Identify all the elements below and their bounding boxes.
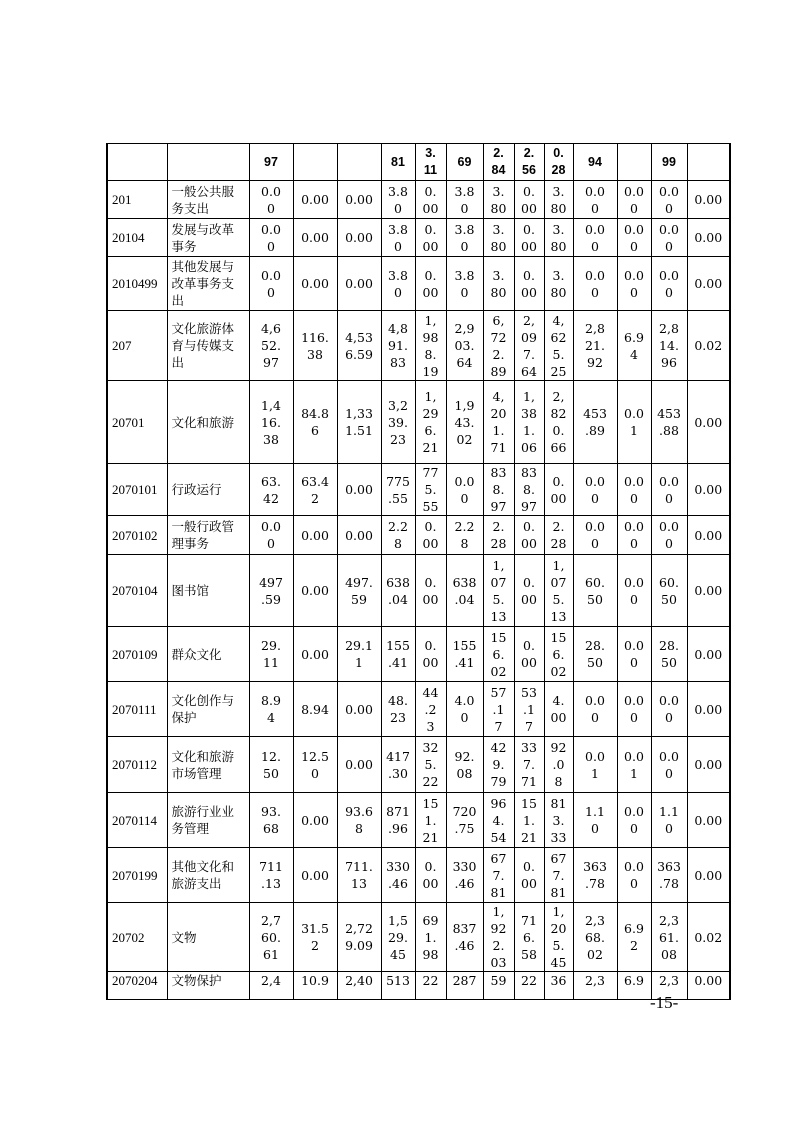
- amount-cell: 28. 50: [573, 627, 617, 682]
- amount-cell: 0.00: [687, 381, 730, 464]
- account-code-cell: 201: [107, 181, 167, 219]
- amount-cell: 0.02: [687, 903, 730, 972]
- amount-cell: 2,3 61. 08: [651, 903, 687, 972]
- amount-cell: 4.0 0: [446, 682, 483, 737]
- amount-cell: 22: [514, 972, 544, 1000]
- amount-cell: 4, 20 1. 71: [483, 381, 514, 464]
- amount-cell: 871 .96: [381, 793, 415, 848]
- table-row: [107, 627, 730, 682]
- amount-cell: 0.00: [687, 219, 730, 257]
- amount-cell: 0.0 0: [617, 516, 651, 555]
- amount-cell: 3.8 0: [381, 181, 415, 219]
- amount-cell: 2,8 14. 96: [651, 311, 687, 381]
- amount-cell: 2,3 68. 02: [573, 903, 617, 972]
- amount-cell: 53 .1 7: [514, 682, 544, 737]
- account-code-cell: 20702: [107, 903, 167, 972]
- amount-cell: 15 6. 02: [544, 627, 573, 682]
- amount-cell: 0.00: [687, 682, 730, 737]
- account-name-cell: 文化创作与 保护: [167, 682, 249, 737]
- amount-cell: 417 .30: [381, 737, 415, 793]
- amount-cell: 29.1 1: [337, 627, 381, 682]
- amount-cell: 3.8 0: [446, 181, 483, 219]
- amount-cell: 0.00: [293, 516, 337, 555]
- account-name-cell: 行政运行: [167, 464, 249, 516]
- header-cell: 97: [249, 144, 293, 181]
- amount-cell: 2,4: [249, 972, 293, 1000]
- account-name-cell: 文物: [167, 903, 249, 972]
- amount-cell: 69 1. 98: [415, 903, 446, 972]
- header-cell: [293, 144, 337, 181]
- amount-cell: 0.0 0: [617, 682, 651, 737]
- amount-cell: 0.00: [337, 464, 381, 516]
- amount-cell: 2,9 03. 64: [446, 311, 483, 381]
- amount-cell: 2.2 8: [446, 516, 483, 555]
- amount-cell: 2. 28: [544, 516, 573, 555]
- amount-cell: 1, 07 5. 13: [483, 555, 514, 627]
- amount-cell: 4. 00: [544, 682, 573, 737]
- amount-cell: 60. 50: [651, 555, 687, 627]
- amount-cell: 3. 80: [544, 219, 573, 257]
- amount-cell: 0. 00: [514, 627, 544, 682]
- header-cell: 94: [573, 144, 617, 181]
- amount-cell: 155 .41: [446, 627, 483, 682]
- amount-cell: 93. 68: [249, 793, 293, 848]
- amount-cell: 363 .78: [651, 848, 687, 903]
- amount-cell: 0.00: [293, 627, 337, 682]
- account-name-cell: 文物保护: [167, 972, 249, 1000]
- amount-cell: 0. 00: [415, 555, 446, 627]
- amount-cell: 0. 00: [514, 555, 544, 627]
- amount-cell: 0.0 0: [249, 257, 293, 311]
- amount-cell: 57 .1 7: [483, 682, 514, 737]
- amount-cell: 3.8 0: [446, 257, 483, 311]
- amount-cell: 0.00: [687, 181, 730, 219]
- account-code-cell: 2070114: [107, 793, 167, 848]
- amount-cell: 0. 00: [514, 181, 544, 219]
- amount-cell: 3,2 39. 23: [381, 381, 415, 464]
- amount-cell: 2,7 60. 61: [249, 903, 293, 972]
- amount-cell: 15 1. 21: [514, 793, 544, 848]
- amount-cell: 60. 50: [573, 555, 617, 627]
- amount-cell: 1,9 43. 02: [446, 381, 483, 464]
- account-name-cell: 旅游行业业 务管理: [167, 793, 249, 848]
- amount-cell: 0.00: [337, 737, 381, 793]
- amount-cell: 1,5 29. 45: [381, 903, 415, 972]
- amount-cell: 3. 80: [483, 257, 514, 311]
- amount-cell: 711. 13: [337, 848, 381, 903]
- table-row: [107, 381, 730, 464]
- amount-cell: 0.00: [687, 555, 730, 627]
- amount-cell: 0.0 0: [651, 516, 687, 555]
- amount-cell: 453 .88: [651, 381, 687, 464]
- amount-cell: 837 .46: [446, 903, 483, 972]
- header-cell: 81: [381, 144, 415, 181]
- amount-cell: 6.9: [617, 972, 651, 1000]
- amount-cell: 0.00: [687, 627, 730, 682]
- amount-cell: 0.00: [337, 181, 381, 219]
- amount-cell: 287: [446, 972, 483, 1000]
- table-row: [107, 793, 730, 848]
- amount-cell: 28. 50: [651, 627, 687, 682]
- header-row: [107, 144, 730, 181]
- header-cell: [167, 144, 249, 181]
- amount-cell: 2.2 8: [381, 516, 415, 555]
- amount-cell: 92. 08: [446, 737, 483, 793]
- amount-cell: 6.9 2: [617, 903, 651, 972]
- amount-cell: 638 .04: [381, 555, 415, 627]
- amount-cell: 15 1. 21: [415, 793, 446, 848]
- amount-cell: 0. 00: [514, 516, 544, 555]
- amount-cell: 1, 92 2. 03: [483, 903, 514, 972]
- amount-cell: 71 6. 58: [514, 903, 544, 972]
- amount-cell: 720 .75: [446, 793, 483, 848]
- amount-cell: 0.0 0: [446, 464, 483, 516]
- page-number: -15-: [650, 993, 679, 1012]
- amount-cell: 0. 00: [415, 627, 446, 682]
- amount-cell: 497 .59: [249, 555, 293, 627]
- amount-cell: 0.0 0: [249, 219, 293, 257]
- header-cell: [337, 144, 381, 181]
- amount-cell: 2,3: [651, 972, 687, 1000]
- amount-cell: 4,6 52. 97: [249, 311, 293, 381]
- header-cell: 69: [446, 144, 483, 181]
- amount-cell: 0.00: [687, 972, 730, 1000]
- account-code-cell: 2070111: [107, 682, 167, 737]
- amount-cell: 59: [483, 972, 514, 1000]
- amount-cell: 83 8. 97: [514, 464, 544, 516]
- amount-cell: 0.00: [337, 257, 381, 311]
- amount-cell: 2,40: [337, 972, 381, 1000]
- table-row: [107, 311, 730, 381]
- amount-cell: 513: [381, 972, 415, 1000]
- amount-cell: 12.5 0: [293, 737, 337, 793]
- amount-cell: 0.00: [337, 219, 381, 257]
- account-code-cell: 2070112: [107, 737, 167, 793]
- amount-cell: 81 3. 33: [544, 793, 573, 848]
- amount-cell: 116. 38: [293, 311, 337, 381]
- amount-cell: 0. 00: [415, 516, 446, 555]
- amount-cell: 1, 98 8. 19: [415, 311, 446, 381]
- amount-cell: 0.00: [293, 219, 337, 257]
- amount-cell: 0. 00: [415, 848, 446, 903]
- header-cell: 2. 56: [514, 144, 544, 181]
- table-row: [107, 464, 730, 516]
- amount-cell: 0.0 0: [573, 257, 617, 311]
- amount-cell: 83 8. 97: [483, 464, 514, 516]
- amount-cell: 3. 80: [544, 257, 573, 311]
- account-code-cell: 2070102: [107, 516, 167, 555]
- amount-cell: 4, 62 5. 25: [544, 311, 573, 381]
- amount-cell: 0.0 0: [617, 627, 651, 682]
- amount-cell: 0.0 1: [617, 381, 651, 464]
- amount-cell: 0.0 0: [573, 516, 617, 555]
- amount-cell: 711 .13: [249, 848, 293, 903]
- amount-cell: 0.00: [687, 737, 730, 793]
- amount-cell: 63.4 2: [293, 464, 337, 516]
- amount-cell: 6.9 4: [617, 311, 651, 381]
- amount-cell: 3.8 0: [446, 219, 483, 257]
- amount-cell: 0.0 0: [617, 464, 651, 516]
- amount-cell: 0.0 0: [651, 257, 687, 311]
- amount-cell: 0.00: [293, 848, 337, 903]
- header-cell: 0. 28: [544, 144, 573, 181]
- account-code-cell: 20701: [107, 381, 167, 464]
- amount-cell: 4,8 91. 83: [381, 311, 415, 381]
- amount-cell: 31.5 2: [293, 903, 337, 972]
- amount-cell: 32 5. 22: [415, 737, 446, 793]
- amount-cell: 0.0 0: [651, 181, 687, 219]
- amount-cell: 2. 28: [483, 516, 514, 555]
- account-name-cell: 图书馆: [167, 555, 249, 627]
- amount-cell: 29. 11: [249, 627, 293, 682]
- table-row: [107, 903, 730, 972]
- amount-cell: 10.9: [293, 972, 337, 1000]
- amount-cell: 497. 59: [337, 555, 381, 627]
- amount-cell: 0. 00: [415, 257, 446, 311]
- amount-cell: 67 7. 81: [544, 848, 573, 903]
- table-row: [107, 972, 730, 1000]
- account-code-cell: 2010499: [107, 257, 167, 311]
- amount-cell: 0.0 0: [249, 516, 293, 555]
- amount-cell: 1, 20 5. 45: [544, 903, 573, 972]
- account-name-cell: 文化和旅游: [167, 381, 249, 464]
- account-name-cell: 其他文化和 旅游支出: [167, 848, 249, 903]
- amount-cell: 3.8 0: [381, 219, 415, 257]
- account-code-cell: 2070104: [107, 555, 167, 627]
- amount-cell: 33 7. 71: [514, 737, 544, 793]
- amount-cell: 0.0 0: [617, 257, 651, 311]
- amount-cell: 0.0 0: [617, 848, 651, 903]
- amount-cell: 6, 72 2. 89: [483, 311, 514, 381]
- amount-cell: 96 4. 54: [483, 793, 514, 848]
- header-cell: 2. 84: [483, 144, 514, 181]
- amount-cell: 0.00: [687, 516, 730, 555]
- amount-cell: 0.00: [293, 793, 337, 848]
- amount-cell: 0.00: [337, 682, 381, 737]
- amount-cell: 1.1 0: [651, 793, 687, 848]
- amount-cell: 0. 00: [514, 219, 544, 257]
- account-name-cell: 一般行政管 理事务: [167, 516, 249, 555]
- account-code-cell: 2070109: [107, 627, 167, 682]
- amount-cell: 44 .2 3: [415, 682, 446, 737]
- amount-cell: 2,72 9.09: [337, 903, 381, 972]
- amount-cell: 36: [544, 972, 573, 1000]
- amount-cell: 0. 00: [415, 219, 446, 257]
- amount-cell: 0.0 0: [617, 555, 651, 627]
- amount-cell: 0.00: [687, 464, 730, 516]
- amount-cell: 93.6 8: [337, 793, 381, 848]
- account-code-cell: 207: [107, 311, 167, 381]
- amount-cell: 155 .41: [381, 627, 415, 682]
- amount-cell: 8.94: [293, 682, 337, 737]
- amount-cell: 0.00: [293, 181, 337, 219]
- amount-cell: 0.0 0: [651, 682, 687, 737]
- table-row: [107, 682, 730, 737]
- table-row: [107, 737, 730, 793]
- header-cell: 3. 11: [415, 144, 446, 181]
- amount-cell: 1,4 16. 38: [249, 381, 293, 464]
- amount-cell: 0.0 0: [651, 737, 687, 793]
- amount-cell: 330 .46: [381, 848, 415, 903]
- amount-cell: 0.00: [293, 257, 337, 311]
- amount-cell: 0.00: [687, 257, 730, 311]
- amount-cell: 2,8 21. 92: [573, 311, 617, 381]
- amount-cell: 0. 00: [544, 464, 573, 516]
- amount-cell: 638 .04: [446, 555, 483, 627]
- amount-cell: 0.0 0: [617, 219, 651, 257]
- amount-cell: 3.8 0: [381, 257, 415, 311]
- amount-cell: 0.00: [687, 793, 730, 848]
- amount-cell: 0.0 0: [573, 219, 617, 257]
- amount-cell: 84.8 6: [293, 381, 337, 464]
- amount-cell: 0.0 0: [573, 682, 617, 737]
- amount-cell: 0.0 0: [617, 181, 651, 219]
- amount-cell: 775 .55: [381, 464, 415, 516]
- account-code-cell: 2070199: [107, 848, 167, 903]
- table-row: [107, 848, 730, 903]
- account-name-cell: 群众文化: [167, 627, 249, 682]
- amount-cell: 0.0 1: [573, 737, 617, 793]
- account-code-cell: 2070204: [107, 972, 167, 1000]
- amount-cell: 0.0 0: [651, 464, 687, 516]
- amount-cell: 0. 00: [514, 848, 544, 903]
- amount-cell: 15 6. 02: [483, 627, 514, 682]
- account-code-cell: 2070101: [107, 464, 167, 516]
- amount-cell: 92 .0 8: [544, 737, 573, 793]
- amount-cell: 3. 80: [483, 219, 514, 257]
- amount-cell: 63. 42: [249, 464, 293, 516]
- account-name-cell: 文化和旅游 市场管理: [167, 737, 249, 793]
- account-name-cell: 其他发展与 改革事务支 出: [167, 257, 249, 311]
- account-name-cell: 文化旅游体 育与传媒支 出: [167, 311, 249, 381]
- amount-cell: 77 5. 55: [415, 464, 446, 516]
- amount-cell: 2, 09 7. 64: [514, 311, 544, 381]
- table-row: [107, 257, 730, 311]
- amount-cell: 1, 29 6. 21: [415, 381, 446, 464]
- amount-cell: 0.0 0: [573, 181, 617, 219]
- header-cell: [617, 144, 651, 181]
- amount-cell: 0.0 0: [249, 181, 293, 219]
- amount-cell: 2, 82 0. 66: [544, 381, 573, 464]
- amount-cell: 330 .46: [446, 848, 483, 903]
- amount-cell: 0.00: [687, 848, 730, 903]
- header-cell: 99: [651, 144, 687, 181]
- amount-cell: 0. 00: [514, 257, 544, 311]
- amount-cell: 453 .89: [573, 381, 617, 464]
- amount-cell: 363 .78: [573, 848, 617, 903]
- amount-cell: 0.00: [337, 516, 381, 555]
- account-name-cell: 一般公共服 务支出: [167, 181, 249, 219]
- table-row: [107, 181, 730, 219]
- table-row: [107, 555, 730, 627]
- table-row: [107, 516, 730, 555]
- amount-cell: 1, 38 1. 06: [514, 381, 544, 464]
- account-code-cell: 20104: [107, 219, 167, 257]
- amount-cell: 0. 00: [415, 181, 446, 219]
- amount-cell: 1, 07 5. 13: [544, 555, 573, 627]
- amount-cell: 67 7. 81: [483, 848, 514, 903]
- amount-cell: 0.0 0: [573, 464, 617, 516]
- header-cell: [107, 144, 167, 181]
- amount-cell: 4,53 6.59: [337, 311, 381, 381]
- amount-cell: 0.0 1: [617, 737, 651, 793]
- amount-cell: 0.0 0: [617, 793, 651, 848]
- amount-cell: 0.00: [293, 555, 337, 627]
- amount-cell: 42 9. 79: [483, 737, 514, 793]
- amount-cell: 0.02: [687, 311, 730, 381]
- amount-cell: 2,3: [573, 972, 617, 1000]
- account-name-cell: 发展与改革 事务: [167, 219, 249, 257]
- amount-cell: 1,33 1.51: [337, 381, 381, 464]
- header-cell: [687, 144, 730, 181]
- amount-cell: 8.9 4: [249, 682, 293, 737]
- amount-cell: 48. 23: [381, 682, 415, 737]
- amount-cell: 22: [415, 972, 446, 1000]
- amount-cell: 0.0 0: [651, 219, 687, 257]
- amount-cell: 3. 80: [544, 181, 573, 219]
- amount-cell: 3. 80: [483, 181, 514, 219]
- amount-cell: 12. 50: [249, 737, 293, 793]
- table-row: [107, 219, 730, 257]
- budget-table: [106, 143, 731, 1000]
- amount-cell: 1.1 0: [573, 793, 617, 848]
